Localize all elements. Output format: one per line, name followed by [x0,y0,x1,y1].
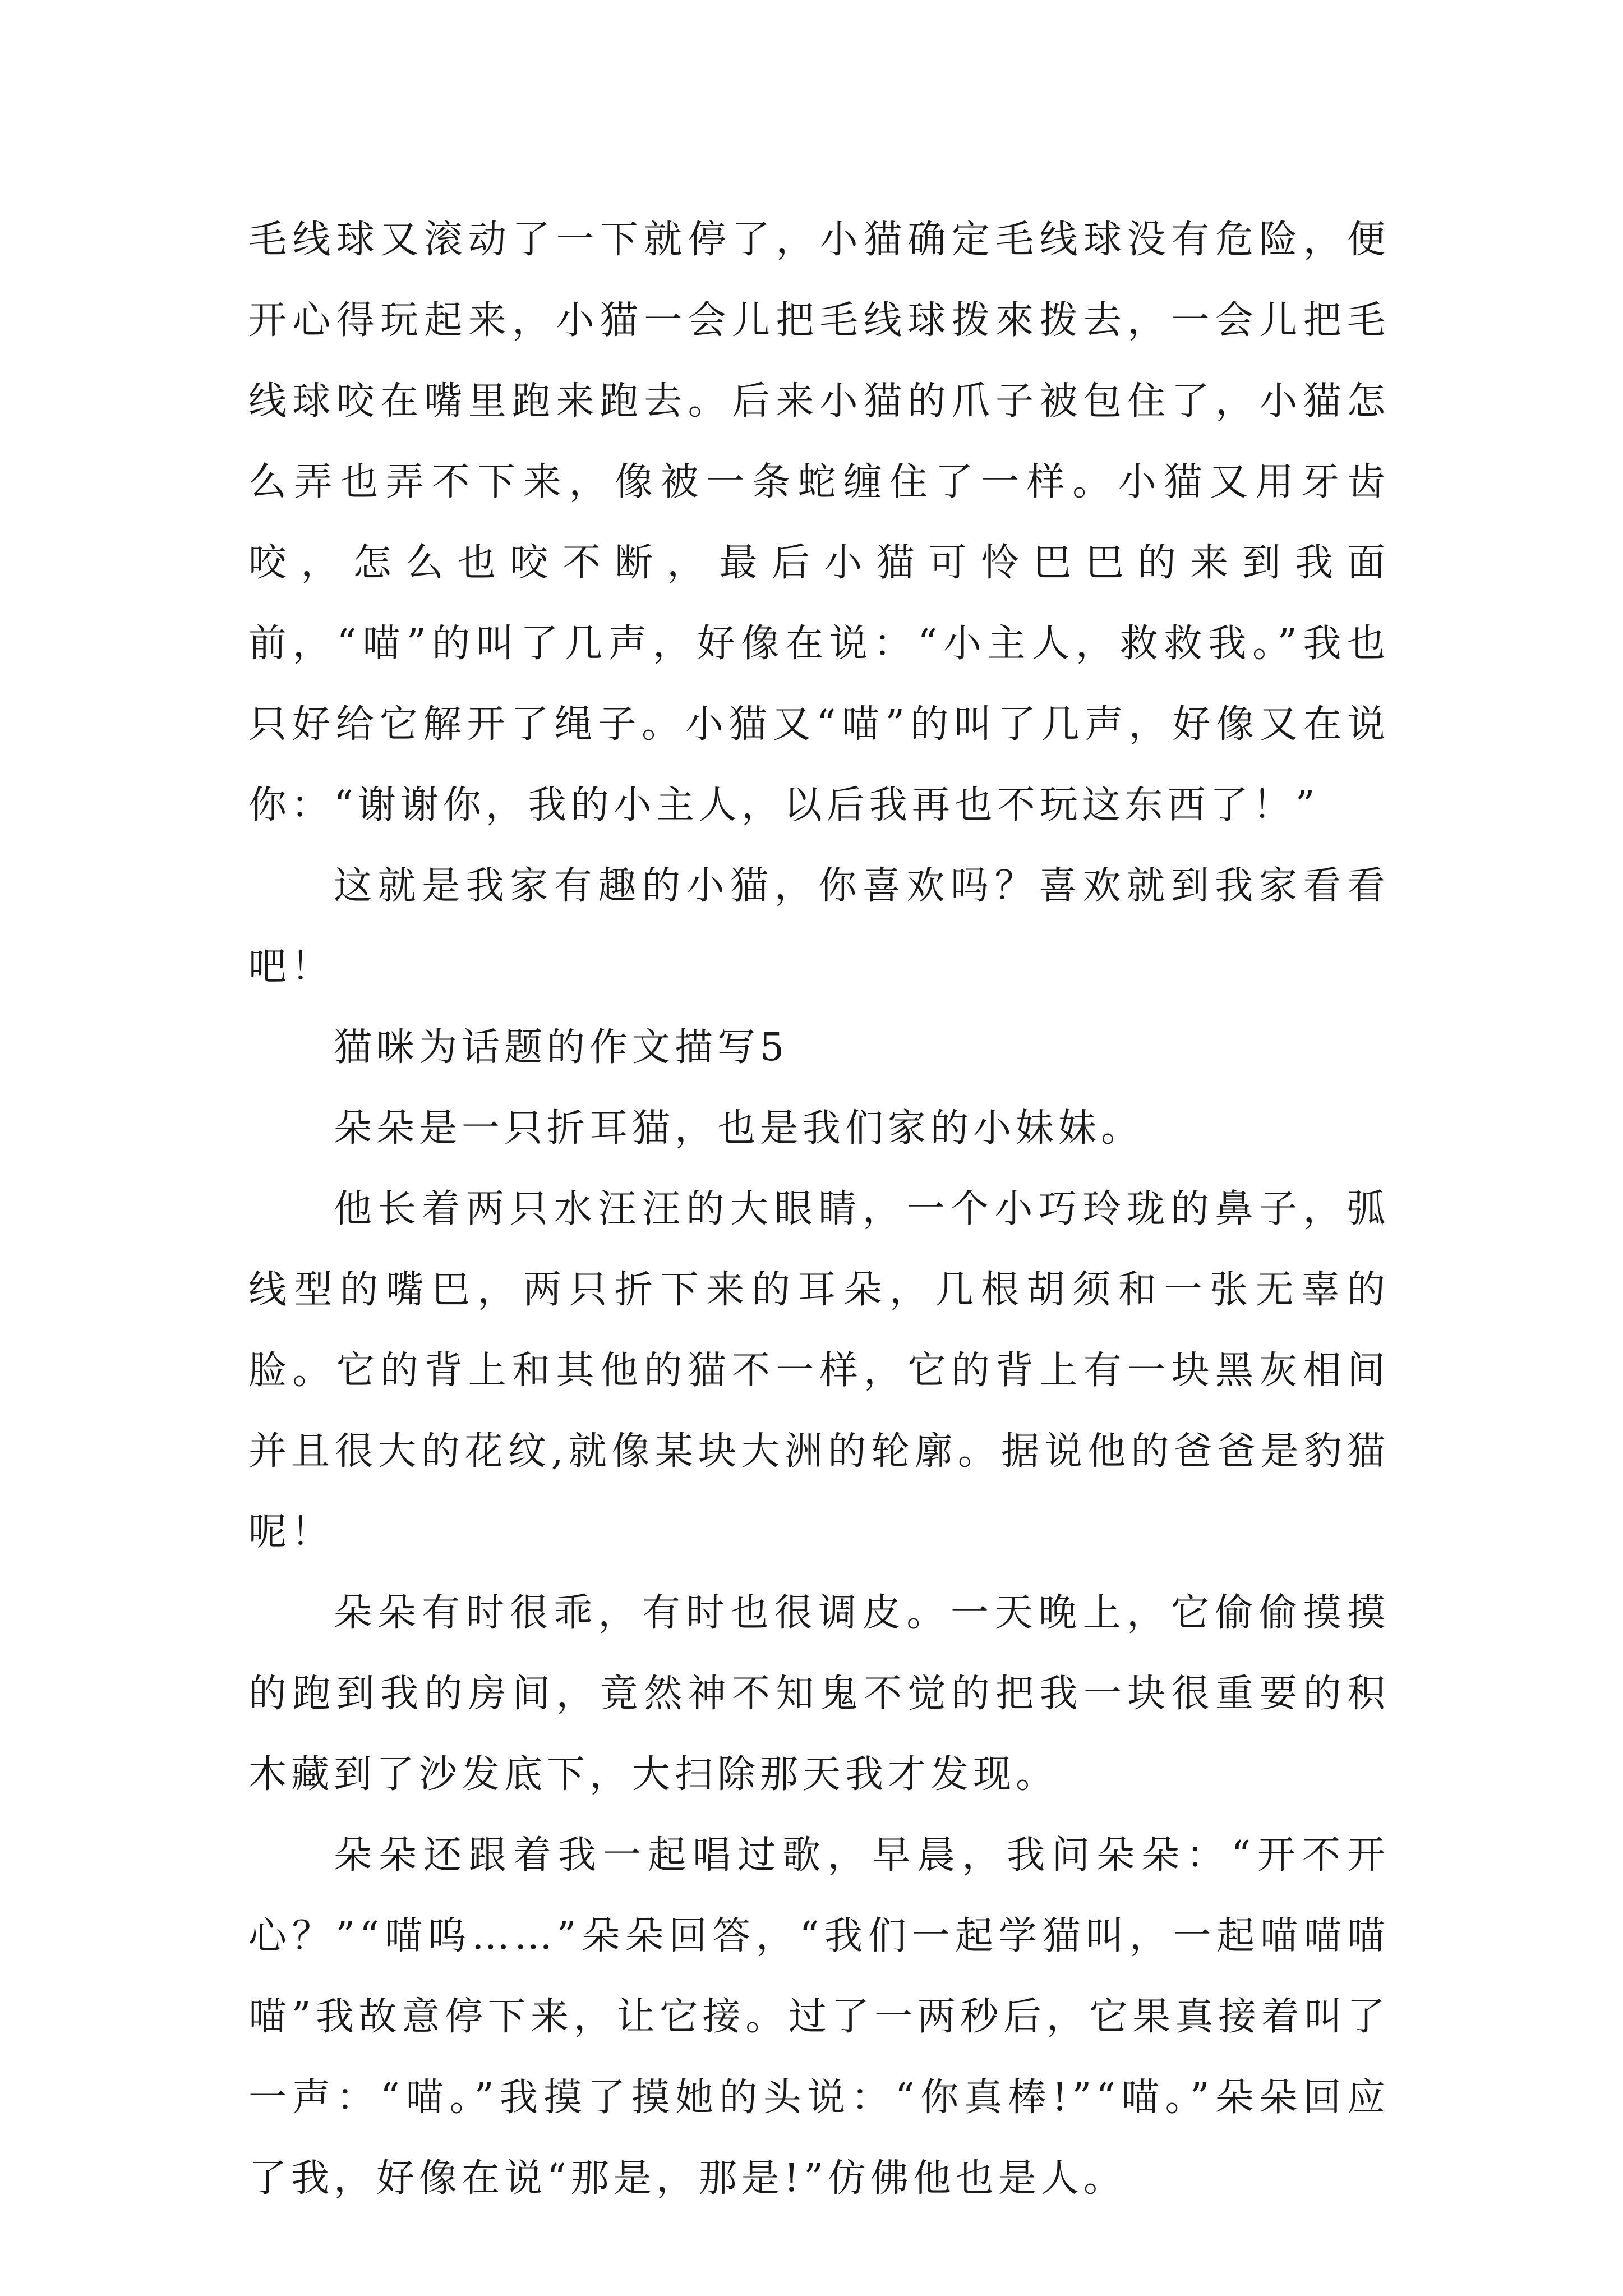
paragraph-continuation: 毛线球又滚动了一下就停了，小猫确定毛线球没有危险，便开心得玩起来，小猫一会儿把毛线球拨來拨去，一会儿把毛线球咬在嘴里跑来跑去。后来小猫的爪子被包住了，小猫怎么弄也弄不下来，像被一条蛇缠住了一样。小猫又用牙齿咬，怎么也咬不断，最后小猫可怜巴巴的来到我面前，“喵”的叫了几声，好像在说：“小主人，救救我。”我也只好给它解开了绳子。小猫又“喵”的叫了几声，好像又在说你：“谢谢你，我的小主人，以后我再也不玩这东西了！” [248,218,1390,827]
paragraph-intro: 朵朵是一只折耳猫，也是我们家的小妹妹。 [334,1106,1144,1151]
paragraph-appearance: 他长着两只水汪汪的大眼睛，一个小巧玲珑的鼻子，弧线型的嘴巴，两只折下来的耳朵，几根胡须和一张无辜的脸。它的背上和其他的猫不一样，它的背上有一块黑灰相间并且很大的花纹,就像某块大洲的轮廓。据说他的爸爸是豹猫呢！ [248,1187,1390,1554]
document-body [248,200,1390,2219]
paragraph-personality: 朵朵有时很乖，有时也很调皮。一天晚上，它偷偷摸摸的跑到我的房间，竟然神不知鬼不觉的把我一块很重要的积木藏到了沙发底下，大扫除那天我才发现。 [248,1591,1390,1797]
paragraph-singing: 朵朵还跟着我一起唱过歌，早晨，我问朵朵：“开不开心？”“喵呜……”朵朵回答，“我们一起学猫叫，一起喵喵喵喵”我故意停下来，让它接。过了一两秒后，它果真接着叫了一声：“喵。”我摸了摸她的头说：“你真棒!”“喵。”朵朵回应了我，好像在说“那是，那是!”仿佛他也是人。 [248,1833,1390,2201]
paragraph-closing: 这就是我家有趣的小猫，你喜欢吗？喜欢就到我家看看吧！ [248,864,1390,989]
section-heading: 猫咪为话题的作文描写5 [334,1025,789,1070]
